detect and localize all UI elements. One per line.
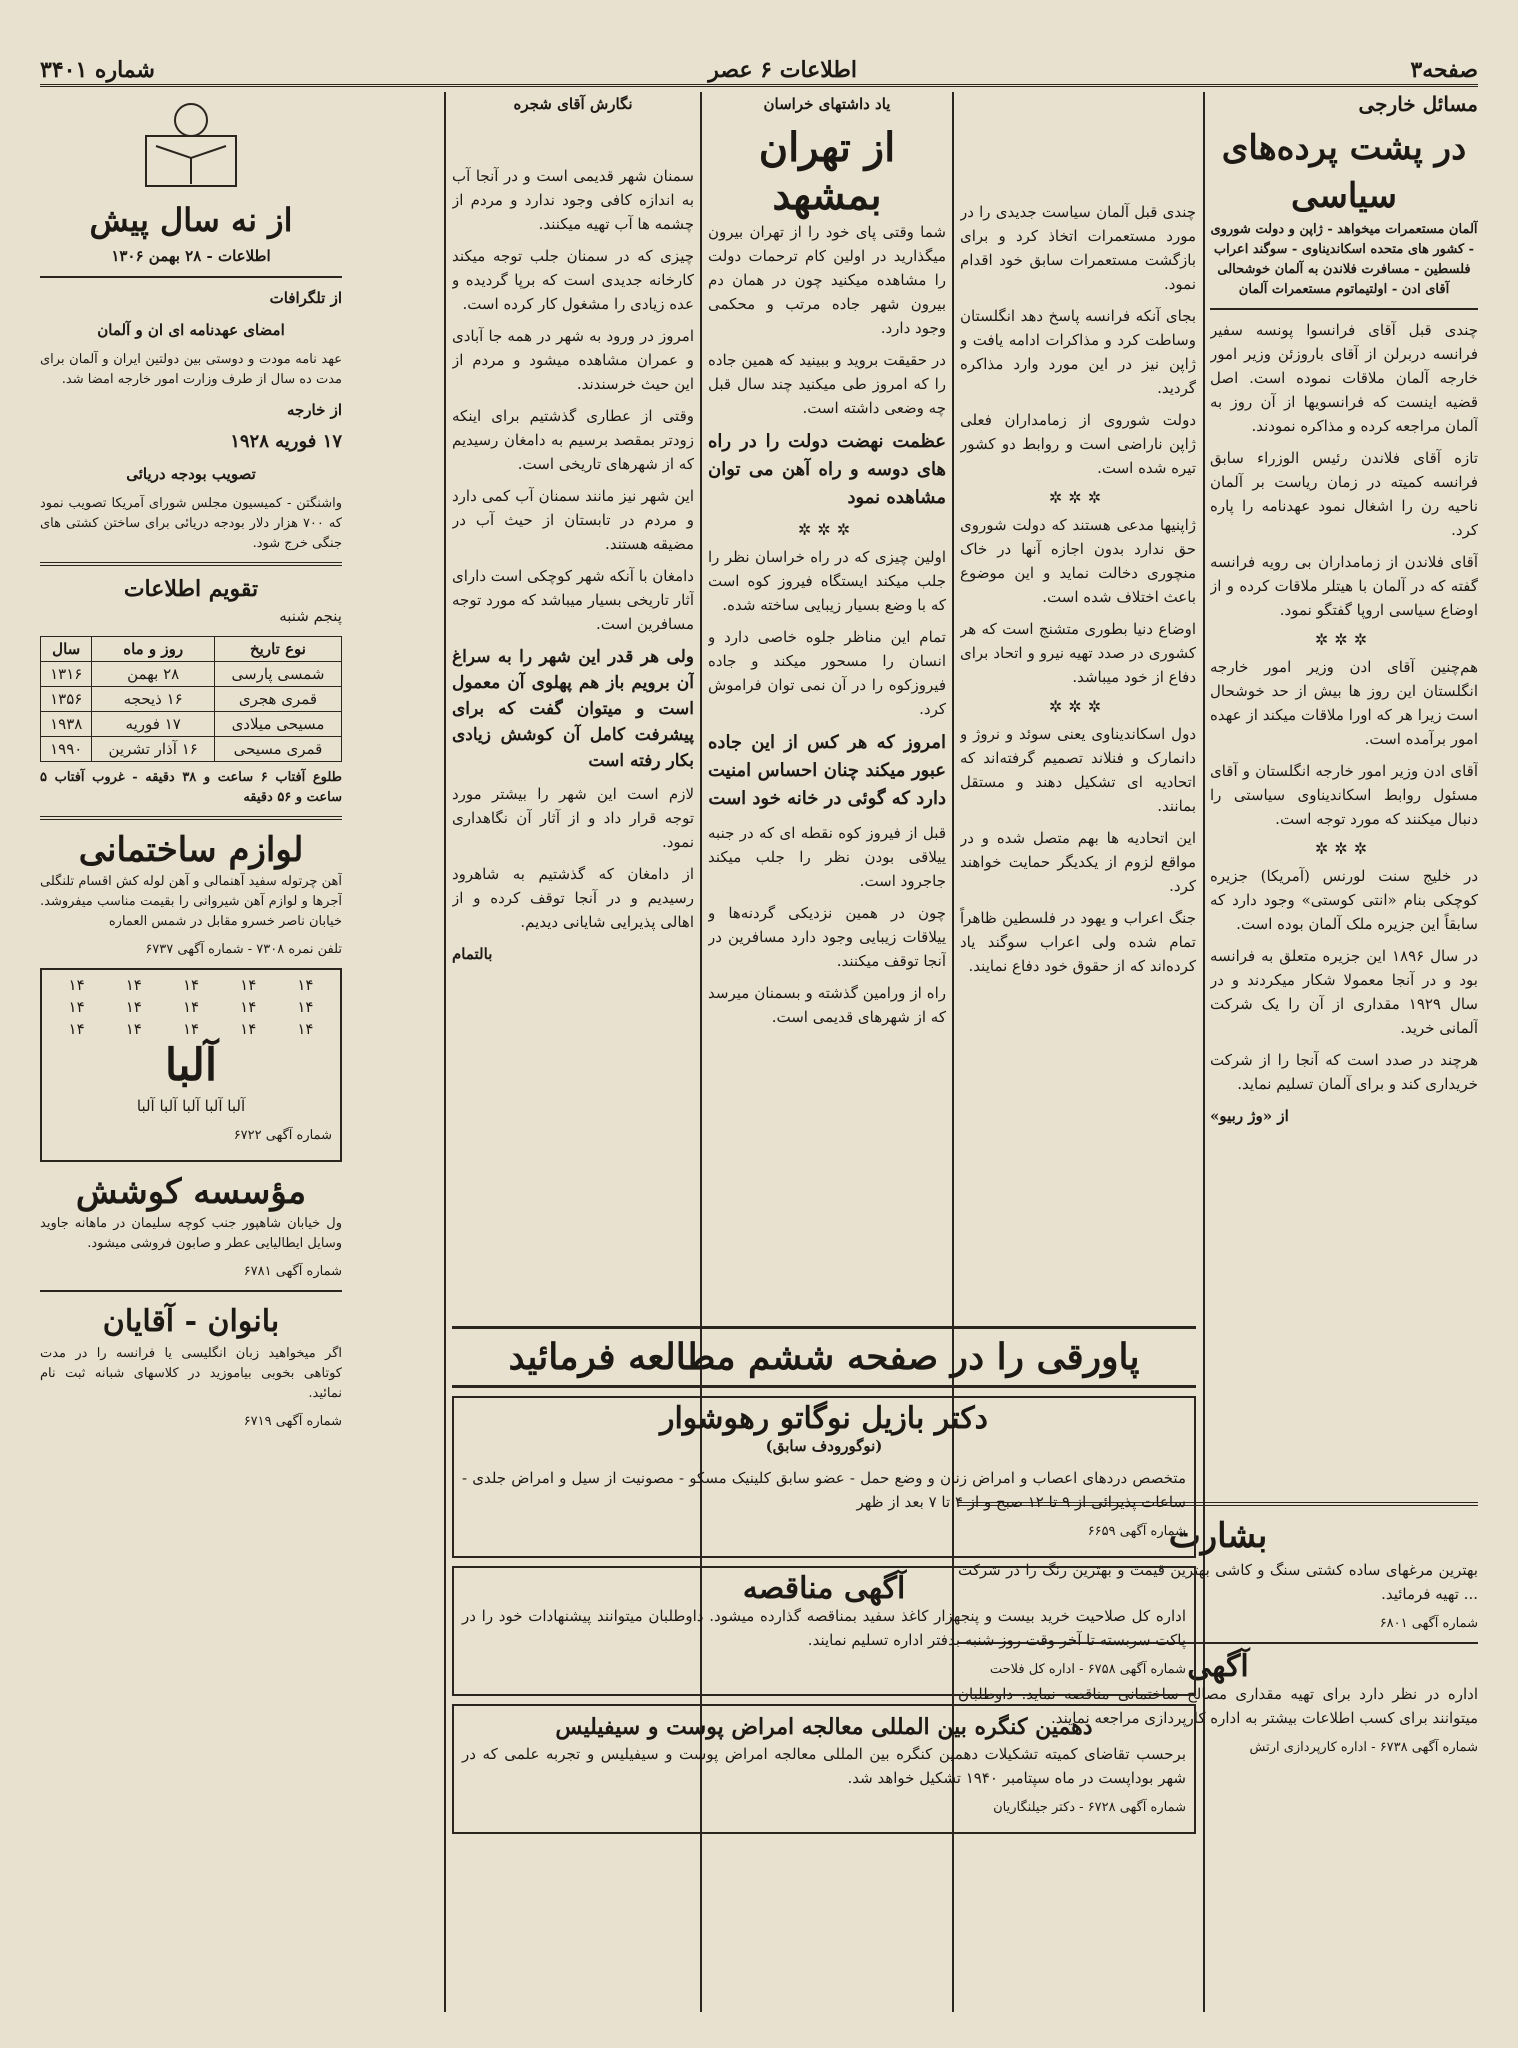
calendar-cell: ۱۹۳۸ xyxy=(41,712,92,737)
ad-doctor xyxy=(452,1396,1196,1558)
grid-cell: ۱۴ xyxy=(240,998,257,1016)
grid-cell: ۱۴ xyxy=(182,976,200,994)
paragraph: هم‌چنین آقای ادن وزیر امور خارجه انگلستان این روز ها بیش از حد خوشحال است زیرا هر که اورا ملاقات میکند از عهده امور برآمده است. xyxy=(1210,658,1478,748)
paragraph: این شهر نیز مانند سمنان آب کمی دارد و مردم در تابستان از حیث آب در مضیقه هستند. xyxy=(452,487,694,553)
grid-cell: ۱۴ xyxy=(182,1020,200,1038)
ad-koshesh-foot: شماره آگهی ۶۷۸۱ xyxy=(243,1264,342,1279)
separator-stars: ✲✲✲ xyxy=(1048,488,1108,507)
calendar-cell: شمسی پارسی xyxy=(214,662,341,687)
calendar-title: تقویم اطلاعات xyxy=(123,576,259,602)
pull-quote: ولی هر قدر این شهر را به سراغ آن برویم باز هم پهلوی آن معمول است و میتوان گفت که برای پیشرفت کامل آن کوشش زیادی بکار رفته است xyxy=(452,647,694,771)
ad-congress-title: دهمین کنگره بین المللی معالجه امراض پوست و سیفیلیس xyxy=(555,1714,1093,1740)
ad-agahi-text: اداره در نظر دارد برای تهیه مقداری مصالح ساختمانی مناقصه نماید. داوطلبان میتوانند برای کسب اطلاعات بیشتر به اداره کارپردازی مراجعه نمایند. xyxy=(958,1685,1478,1727)
article-signoff: از «وژ ربیو» xyxy=(1210,1107,1289,1125)
ad-koshesh-text: ول خیابان شاهپور جنب کوچه سلیمان در ماهانه جاوید وسایل ایطالیایی عطر و صابون فروشی میشود. xyxy=(40,1216,342,1251)
calendar-cell: قمری هجری xyxy=(214,687,341,712)
paragraph: سمنان شهر قدیمی است و در آنجا آب به اندازه کافی وجود ندارد و مردم از چشمه ها آب تهیه میکنند. xyxy=(452,167,694,233)
grid-cell: ۱۴ xyxy=(125,976,142,994)
paragraph: این اتحادیه ها بهم متصل شده و در مواقع لزوم از یکدیگر حمایت خواهند کرد. xyxy=(960,829,1196,895)
subhead-politics: آلمان مستعمرات میخواهد - ژاپن و دولت شوروی - کشور های متحده اسکاندیناوی - سوگند اعراب فلسطین - مسافرت فلاندن به آلمان خوشحالی آقای ادن - اولتیماتوم مستعمرات آلمان xyxy=(1210,222,1478,297)
paragraph: تمام این مناظر جلوه خاصی دارد و انسان را مسحور میکند و جاده فیروزکوه را در آن نمی توان فراموش کرد. xyxy=(708,628,946,718)
ad-building-foot: تلفن نمره ۷۳۰۸ - شماره آگهی ۶۷۳۷ xyxy=(145,942,342,957)
grid-cell: ۱۴ xyxy=(240,976,257,994)
archive-title: از نه سال پیش xyxy=(89,201,293,239)
paragraph: در سال ۱۸۹۶ این جزیره متعلق به فرانسه بود و در آنجا معمولا شکار میکردند و در سال ۱۹۲۹ مقداری از آن را یک شرکت آلمانی خرید. xyxy=(1210,947,1478,1037)
table-row xyxy=(41,662,342,687)
paragraph: در خلیج سنت لورنس (آمریکا) جزیره کوچکی بنام «انتی کوستی» وجود دارد که سابقاً این جزیره ملک آلمان بوده است. xyxy=(1210,867,1478,933)
ad-bisharat-title: بشارت xyxy=(1168,1516,1268,1556)
divider xyxy=(40,1290,342,1292)
ad-language-text: اگر میخواهید زبان انگلیسی یا فرانسه را در مدت کوتاهی بخوبی بیاموزید در کلاسهای شبانه ثبت نام نمائید. xyxy=(40,1346,342,1401)
separator-stars: ✲✲✲ xyxy=(1048,697,1108,716)
paragraph: بجای آنکه فرانسه پاسخ دهد انگلستان وساطت کرد و مذاکرات ادامه یافت و ژاپن نیز در این مورد وارد مذاکره گردید. xyxy=(960,307,1196,397)
divider xyxy=(40,276,342,278)
paragraph: قبل از فیروز کوه نقطه ای که در جنبه ییلاقی بودن نظر را جلب میکند جاجرود است. xyxy=(708,824,946,890)
paragraph: امروز در ورود به شهر در همه جا آبادی و عمران مشاهده میشود و مردم از این حیث خرسندند. xyxy=(452,327,694,393)
paragraph: در حقیقت بروید و ببینید که همین جاده را که امروز طی میکنید چند سال قبل چه وضعی داشته است. xyxy=(708,351,946,417)
paragraph: جنگ اعراب و یهود در فلسطین ظاهراً تمام شده ولی اعراب سوگند یاد کرده‌اند که از حقوق خود دفاع نمایند. xyxy=(960,909,1196,975)
ad-bisharat-text: بهترین مرغهای ساده کشتی سنگ و کاشی بهترین قیمت و بهترین رنگ را در شرکت ... تهیه فرمائید. xyxy=(958,1561,1478,1603)
ad-tender xyxy=(452,1566,1196,1696)
headline-tehran-mashhad: از تهران بمشهد xyxy=(758,124,896,219)
calendar-cell: ۲۸ بهمن xyxy=(92,662,215,687)
paragraph: آقای فلاندن از زمامداران بی رویه فرانسه گفته که در آلمان با هیتلر ملاقات کرده و از اوضاع سیاسی اروپا گفتگو نمود. xyxy=(1210,553,1478,619)
grid-cell: ۱۴ xyxy=(297,976,314,994)
article-signoff: بالتمام xyxy=(452,945,493,963)
ad-congress xyxy=(452,1704,1196,1834)
grid-cell: ۱۴ xyxy=(297,1020,314,1038)
paragraph: هرچند در صدد است که آنجا را از شرکت خریداری کند و برای آلمان تسلیم نماید. xyxy=(1210,1051,1478,1093)
series-label: یاد داشتهای خراسان xyxy=(763,95,891,113)
ad-tender-title: آگهی مناقصه xyxy=(742,1571,906,1606)
archive-item2-title: تصویب بودجه دریائی xyxy=(126,465,256,483)
paragraph: چندی قبل آقای فرانسوا پونسه سفیر فرانسه دربرلن از آقای باروزئن وزیر امور خارجه آلمان ملاقات نموده است. اصل قضیه اینست که فرانسویها از آن روز به آلمان مراجعه کرده و مذاکره نمودند. xyxy=(1210,321,1478,435)
paragraph: چندی قبل آلمان سیاست جدیدی را در مورد مستعمرات اتخاذ کرد و برای بازگشت مستعمرات سابق خود اقدام نمود. xyxy=(960,203,1196,293)
ad-agahi-title: آگهی xyxy=(1187,1649,1249,1684)
grid-cell: ۱۴ xyxy=(68,998,85,1016)
paragraph: از دامغان که گذشتیم به شاهرود رسیدیم و در آنجا توقف کرده و از اهالی پذیرایی شایانی دیدیم. xyxy=(452,865,694,931)
calendar-cell: ۱۹۹۰ xyxy=(41,737,92,762)
albana-grid xyxy=(50,976,332,1038)
ad-albana xyxy=(40,968,342,1162)
separator-stars: ✲✲✲ xyxy=(797,520,857,539)
grid-cell: ۱۴ xyxy=(182,998,200,1016)
calendar-cell: ۱۳۵۶ xyxy=(41,687,92,712)
paragraph: وقتی از عطاری گذشتیم برای اینکه زودتر بمقصد برسیم به دامغان رسیدیم که از شهرهای تاریخی است. xyxy=(452,407,694,473)
paragraph: دامغان با آنکه شهر کوچکی است دارای آثار تاریخی بسیار میباشد که مورد توجه مسافرین است. xyxy=(452,567,694,633)
paragraph: چیزی که در سمنان جلب توجه میکند کارخانه جدیدی است که برپا گردیده و عده زیادی را مشغول کار کرده است. xyxy=(452,247,694,313)
pull-quote: عظمت نهضت دولت را در راه های دوسه و راه آهن می توان مشاهده نمود xyxy=(708,431,946,508)
paragraph: دولت شوروی از زمامداران فعلی ژاپن ناراضی است و روابط دو کشور تیره شده است. xyxy=(960,411,1196,477)
page-header xyxy=(40,56,1478,87)
column-archive-ads xyxy=(40,92,342,2012)
headline-politics: در پشت پرده‌های سیاسی xyxy=(1221,128,1467,216)
sun-times: طلوع آفتاب ۶ ساعت و ۳۸ دقیقه - غروب آفتاب ۵ ساعت و ۵۶ دقیقه xyxy=(40,770,342,805)
ad-congress-text: برحسب تقاضای کمیته تشکیلات دهمین کنگره بین المللی معالجه امراض پوست و سیفیلیس و تجربه علمی که در شهر بوداپست در ماه سپتامبر ۱۹۴۰ تشکیل خواهد شد. xyxy=(462,1745,1186,1787)
grid-cell: ۱۴ xyxy=(297,998,314,1016)
ad-agahi-foot: شماره آگهی ۶۷۳۸ - اداره کارپردازی ارتش xyxy=(1249,1740,1478,1755)
grid-cell: ۱۴ xyxy=(125,1020,142,1038)
paragraph: راه از ورامین گذشته و بسمنان میرسد که از شهرهای قدیمی است. xyxy=(708,984,946,1026)
archive-section-b: از خارجه xyxy=(286,401,342,419)
archive-date: اطلاعات - ۲۸ بهمن ۱۳۰۶ xyxy=(111,247,271,265)
calendar-cell: ۱۶ ذیحجه xyxy=(92,687,215,712)
ad-doctor-sub: (نوگورودف سابق) xyxy=(765,1437,883,1455)
grid-cell: ۱۴ xyxy=(68,976,85,994)
paragraph: لازم است این شهر را بیشتر مورد توجه قرار داد و از آثار آن نگاهداری نمود. xyxy=(452,785,694,851)
pull-quote: امروز که هر کس از این جاده عبور میکند چنان احساس امنیت دارد که گوئی در خانه خود است xyxy=(708,732,946,809)
albana-foot: شماره آگهی ۶۷۲۲ xyxy=(233,1128,332,1143)
paragraph: اولین چیزی که در راه خراسان نظر را جلب میکند ایستگاه فیروز کوه است که با وضع بسیار زیبایی ساخته شده. xyxy=(708,548,946,614)
calendar-header: سال xyxy=(41,637,92,662)
table-row xyxy=(41,687,342,712)
ad-building-title: لوازم ساختمانی xyxy=(78,830,304,870)
page-label: صفحه۳ xyxy=(1410,57,1478,83)
grid-cell: ۱۴ xyxy=(240,1020,257,1038)
serial-banner: پاورقی را در صفحه ششم مطالعه فرمائید xyxy=(452,1326,1196,1388)
divider xyxy=(40,816,342,820)
grid-cell: ۱۴ xyxy=(125,998,142,1016)
paragraph: شما وقتی پای خود را از تهران بیرون میگذارید در اولین کام ترحمات دولت را مشاهده میکنید چون در همان دم بیرون شهر جاده مرتب و محکمی وجود دارد. xyxy=(708,223,946,337)
divider xyxy=(40,562,342,566)
ad-language-title: بانوان - آقایان xyxy=(102,1304,280,1339)
calendar-day: پنجم شنبه xyxy=(279,607,342,625)
ad-tender-foot: شماره آگهی ۶۷۵۸ - اداره کل فلاحت xyxy=(989,1662,1186,1677)
calendar-cell: قمری مسیحی xyxy=(214,737,341,762)
column-travel xyxy=(708,92,946,1308)
section-tag: مسائل خارجی xyxy=(1358,92,1478,116)
ad-congress-foot: شماره آگهی ۶۷۲۸ - دکتر جیلنگاریان xyxy=(993,1800,1186,1815)
column-rule xyxy=(444,92,446,2012)
archive-section-a: از تلگرافات xyxy=(269,289,342,307)
ad-koshesh-title: مؤسسه کوشش xyxy=(75,1172,307,1212)
calendar-cell: ۱۶ آذار تشرین xyxy=(92,737,215,762)
ad-tender-text: اداره کل صلاحیت خرید بیست و پنجهزار کاغذ سفید بمناقصه گذارده میشود. داوطلبان میتوانند پیشنهادات خود را در پاکت سربسته تا آخر وقت روز شنبه بدفتر اداره تسلیم نمایند. xyxy=(462,1607,1186,1649)
column-travel-cont xyxy=(452,92,694,1308)
separator-stars: ✲✲✲ xyxy=(1314,839,1374,858)
archive-item-title: امضای عهدنامه ای ان و آلمان xyxy=(97,321,285,339)
archive-date2: ۱۷ فوریه ۱۹۲۸ xyxy=(230,431,342,452)
ad-doctor-foot: شماره آگهی ۶۶۵۹ xyxy=(1087,1524,1186,1539)
ad-doctor-title: دکتر بازیل نوگاتو رهوشوار xyxy=(659,1401,988,1436)
ad-building-text: آهن چرتوله سفید آهنمالی و آهن لوله کش اقسام تلنگلی آجرها و لوازم آهن شیروانی را بقیمت مناسب میفروشد. خیابان ناصر خسرو مقابل در شمس العماره xyxy=(40,874,342,929)
paragraph: ژاپنیها مدعی هستند که دولت شوروی حق ندارد بدون اجازه آنها در خاک منچوری دخالت نماید و این موضوع باعث اختلاف شده است. xyxy=(960,516,1196,606)
divider xyxy=(1210,308,1478,310)
paper-name: اطلاعات ۶ عصر xyxy=(708,57,858,83)
grid-cell: ۱۴ xyxy=(68,1020,85,1038)
albana-line: آلبا آلبا آلبا آلبا آلبا xyxy=(136,1097,246,1115)
calendar-cell: ۱۷ فوریه xyxy=(92,712,215,737)
calendar-cell: ۱۳۱۶ xyxy=(41,662,92,687)
author-byline: نگارش آقای شجره xyxy=(513,95,633,113)
table-row xyxy=(41,712,342,737)
ad-language-foot: شماره آگهی ۶۷۱۹ xyxy=(243,1414,342,1429)
reading-man-illustration xyxy=(136,96,246,192)
calendar-table xyxy=(40,636,342,762)
separator-stars: ✲✲✲ xyxy=(1314,630,1374,649)
ad-doctor-text: متخصص دردهای اعصاب و امراض زنان و وضع حمل - عضو سابق کلینیک مسکو - مصونیت از سیل و امراض جلدی - ساعات پذیرائی از ۹ تا ۱۲ صبح و از ۴ تا ۷ بعد از ظهر xyxy=(462,1469,1186,1511)
ad-bisharat-foot: شماره آگهی ۶۸۰۱ xyxy=(1379,1616,1478,1631)
albana-title: آلبا xyxy=(164,1040,218,1091)
paragraph: دول اسکاندیناوی یعنی سوئد و نروژ و دانمارک و فنلاند تصمیم گرفته‌اند که اتحادیه ای تشکیل دهند و مستقل بمانند. xyxy=(960,725,1196,815)
archive-item-text: عهد نامه مودت و دوستی بین دولتین ایران و آلمان برای مدت ده سال از طرف وزارت امور خارجه امضا شد. xyxy=(40,352,342,387)
paragraph: تازه آقای فلاندن رئیس الوزراء سابق فرانسه کمیته در زمان ریاست بر آلمان ناحیه رن را اشغال نمود عهدنامه را پاره کرد. xyxy=(1210,449,1478,539)
archive-item2-text: واشنگتن - کمیسیون مجلس شورای آمریکا تصویب نمود که ۷۰۰ هزار دلار بودجه دریائی برای ساختن کشتی های جنگی خرج شود. xyxy=(40,496,342,551)
paragraph: چون در همین نزدیکی گردنه‌ها و ییلاقات زیبایی وجود دارد مسافرین در آنجا توقف میکنند. xyxy=(708,904,946,970)
center-ads xyxy=(452,1326,1196,1842)
calendar-header: نوع تاریخ xyxy=(214,637,341,662)
paragraph: اوضاع دنیا بطوری متشنج است که هر کشوری در صدد تهیه نیرو و اتحاد برای دفاع از خود میباشد. xyxy=(960,620,1196,686)
calendar-cell: مسیحی میلادی xyxy=(214,712,341,737)
paragraph: آقای ادن وزیر امور خارجه انگلستان و آقای مسئول روابط اسکاندیناوی سیاستی را دنبال میکنند که مورد توجه است. xyxy=(1210,762,1478,828)
calendar-header: روز و ماه xyxy=(92,637,215,662)
table-row xyxy=(41,737,342,762)
issue-label: شماره ۳۴۰۱ xyxy=(40,57,155,83)
